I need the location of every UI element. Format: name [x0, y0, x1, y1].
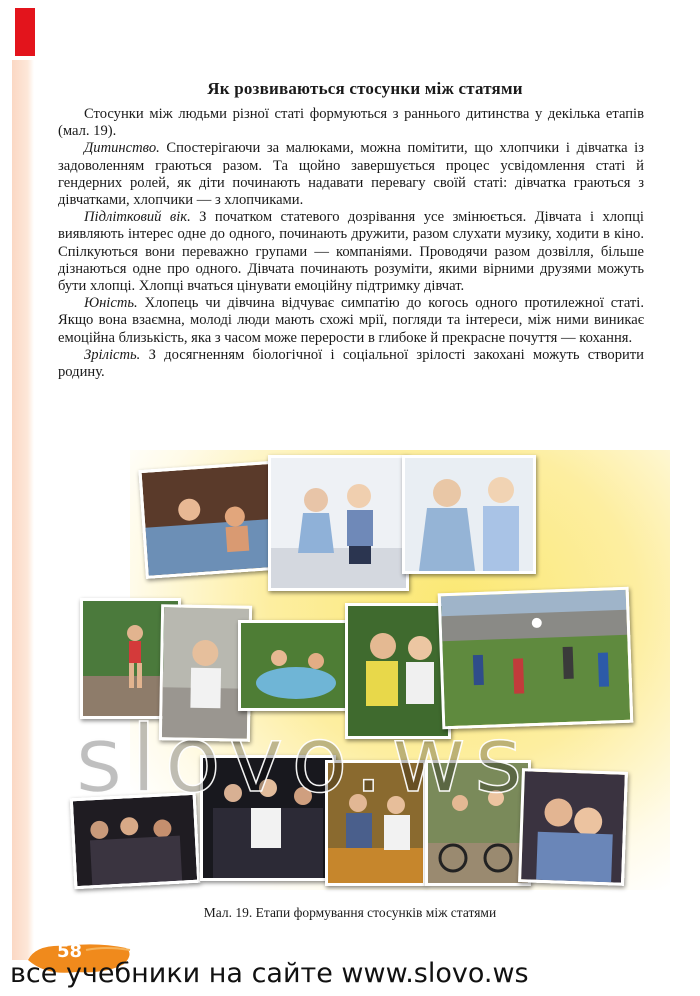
page-number: 58: [57, 941, 83, 962]
chapter-color-tab: [15, 8, 35, 56]
photo-girl-boy-portrait: [402, 455, 536, 574]
photo-autumn-friends: [325, 760, 426, 886]
paragraph-youth: Юність. Хлопець чи дівчина відчуває симпатію до когось одного протилежної статі. Якщо вона взаємна, молоді люди мають схожі мрії, погляди та інтереси, між ними виникає емоційна близькість, яка з часом може перерости в глибоке й прекрасне почуття — кохання.: [58, 295, 644, 346]
body-text: [58, 106, 644, 381]
photo-kids-pool: [138, 460, 289, 579]
footer-banner: все учебники на сайте www.slovo.ws: [10, 958, 529, 989]
photo-couple-bicycles: [425, 760, 531, 886]
left-margin-stripe: [12, 60, 34, 960]
photo-kids-soccer: [438, 587, 634, 730]
photo-boys-phone: [345, 603, 451, 739]
photo-kids-paddling-pool: [238, 620, 354, 711]
photo-collage: [70, 450, 650, 895]
photo-toddlers-sitting: [268, 455, 409, 591]
photo-teens-party: [70, 792, 201, 889]
paragraph-maturity: Зрілість. З досягненням біологічної і соціальної зрілості закохані можуть створити родину.: [58, 346, 644, 381]
paragraph-intro: Стосунки між людьми різної статі формуються з раннього дитинства у декілька етапів (мал. 19).: [58, 106, 644, 140]
paragraph-adolescence: Підлітковий вік. З початком статевого дозрівання усе змінюється. Дівчата і хлопці виявляють інтерес одне до одного, починають дружити, разом слухати музику, ходити в кіно. Спілкуються вони переважно групами — компаніями. Проводячи разом дозвілля, більше дізнаються одне про одного. Дівчата починають розуміти, якими вірними друзями можуть бути хлопці. Хлопці вчаться цінувати емоційну підтримку дівчат.: [58, 209, 644, 295]
photo-crowd-dance: [200, 755, 336, 881]
figure-caption: Мал. 19. Етапи формування стосунків між статями: [203, 905, 497, 920]
page-title: Як розвиваються стосунки між статями: [207, 79, 523, 99]
paragraph-childhood: Дитинство. Спостерігаючи за малюками, можна помітити, що хлопчики і дівчатка із задоволенням граються разом. Та щойно завершується процес усвідомлення статі й гендерних ролей, як діти починають надавати перевагу своїй статі: дівчатка граються з дівчатками, хлопчики — з хлопчиками.: [58, 140, 644, 209]
photo-couple-embrace: [518, 768, 628, 886]
